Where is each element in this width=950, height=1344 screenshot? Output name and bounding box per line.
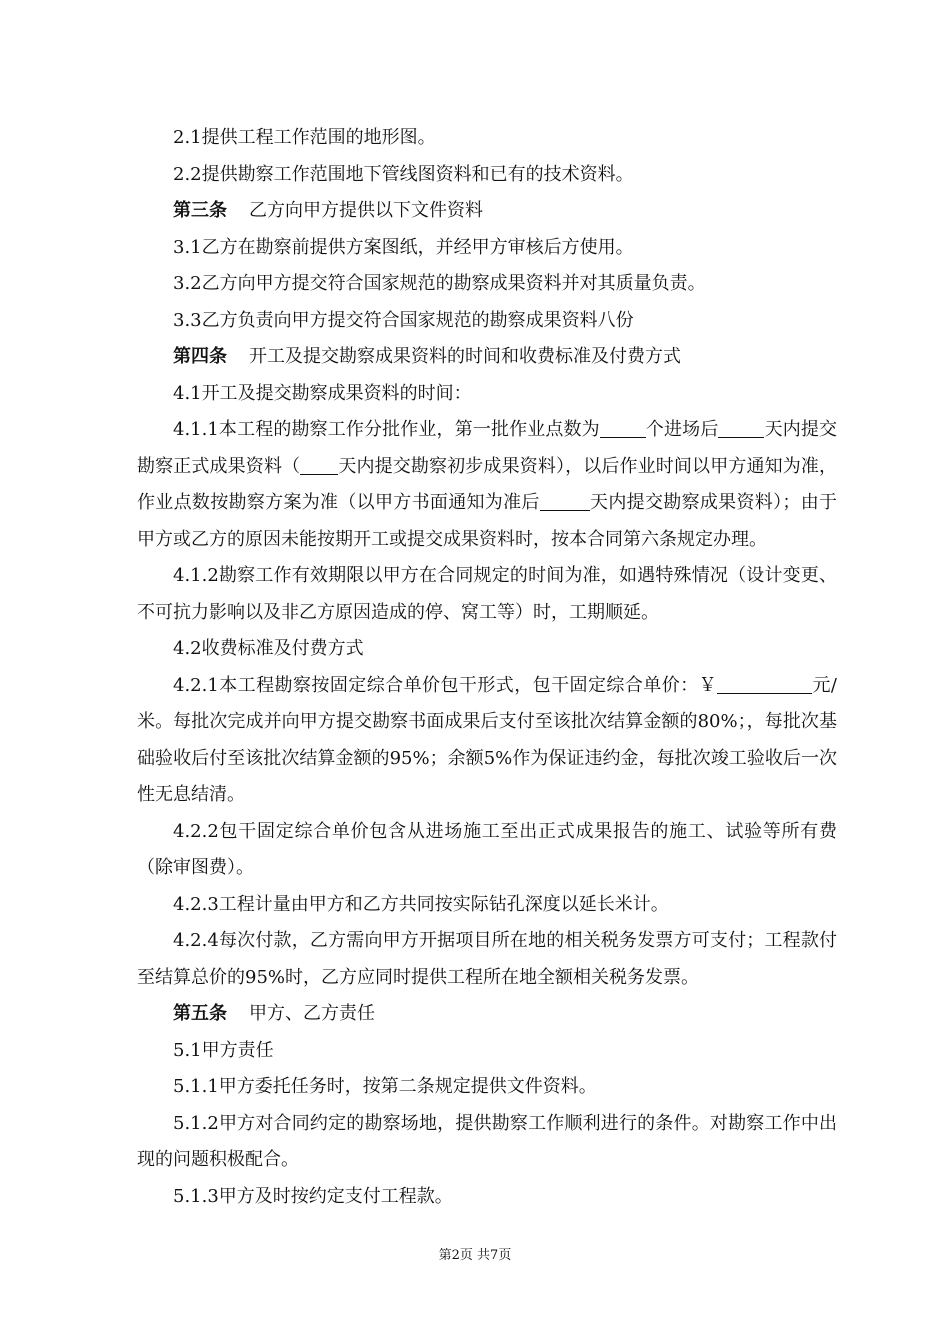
article-5-label: 第五条 [173, 1003, 227, 1024]
paragraph-5-1-1: 5.1.1甲方委托任务时，按第二条规定提供文件资料。 [173, 1076, 597, 1097]
article-3-title: 乙方向甲方提供以下文件资料 [249, 200, 483, 221]
article-4-heading [137, 339, 837, 376]
paragraph-4-1-1 [137, 412, 837, 558]
fill-blank-points[interactable] [600, 419, 646, 438]
fill-blank-days-formal[interactable] [718, 419, 764, 438]
paragraph-4-2-4: 4.2.4每次付款，乙方需向甲方开据项目所在地的相关税务发票方可支付；工程款付至结算总价的95%时，乙方应同时提供工程所在地全额相关税务发票。 [137, 930, 837, 988]
paragraph-4-2-3: 4.2.3工程计量由甲方和乙方共同按实际钻孔深度以延长米计。 [173, 893, 669, 915]
paragraph-4-1-2: 4.1.2勘察工作有效期限以甲方在合同规定的时间为准，如遇特殊情况（设计变更、不可抗力影响以及非乙方原因造成的停、窝工等）时，工期顺延。 [137, 565, 837, 623]
text-segment: 天内提交勘察成果资料）；由于甲方或乙方的原因未能按期开工或提交成果资料时，按本合同第六条规定办理。 [137, 492, 838, 550]
paragraph-3-1: 3.1乙方在勘察前提供方案图纸，并经甲方审核后方使用。 [173, 236, 634, 258]
article-3-heading [137, 193, 837, 230]
text-segment: 个进场后 [645, 419, 719, 440]
paragraph-4-2: 4.2收费标准及付费方式 [173, 638, 364, 659]
paragraph-4-1: 4.1开工及提交勘察成果资料的时间： [173, 382, 472, 404]
text-segment: 天内提交勘察正式成果资料（ [137, 419, 838, 477]
document-body [137, 120, 837, 1215]
paragraph-3-3: 3.3乙方负责向甲方提交符合国家规范的勘察成果资料八份 [173, 309, 634, 331]
article-4-label: 第四条 [173, 346, 227, 367]
paragraph-5-1: 5.1甲方责任 [173, 1039, 274, 1061]
paragraph-2-1: 2.1提供工程工作范围的地形图。 [173, 127, 436, 148]
paragraph-5-1-3: 5.1.3甲方及时按约定支付工程款。 [173, 1185, 453, 1207]
article-5-heading [137, 996, 837, 1033]
paragraph-2-2: 2.2提供勘察工作范围地下管线图资料和已有的技术资料。 [173, 163, 634, 185]
text-segment: 元/米。每批次完成并向甲方提交勘察书面成果后支付至该批次结算金额的80%；，每批次基础验收后付至该批次结算金额的95%；余额5%作为保证违约金，每批次竣工验收后一次性无息结清。 [137, 674, 837, 805]
paragraph-4-2-2: 4.2.2包干固定综合单价包含从进场施工至出正式成果报告的施工、试验等所有费（除审图费）。 [137, 820, 837, 878]
fill-blank-days-preliminary[interactable] [300, 456, 338, 475]
fill-blank-days-notice[interactable] [540, 492, 590, 511]
text-segment: 天内提交勘察初步成果资料），以后作业时间以甲方通知为准，作业点数按勘察方案为准（以甲方书面通知为准后 [137, 455, 837, 513]
article-4-title: 开工及提交勘察成果资料的时间和收费标准及付费方式 [249, 346, 681, 367]
text-segment: 4.2.1本工程勘察按固定综合单价包干形式，包干固定综合单价：￥ [173, 674, 718, 696]
article-5-title: 甲方、乙方责任 [249, 1003, 375, 1024]
page-footer: 第2页 共7页 [438, 1248, 512, 1263]
paragraph-3-2: 3.2乙方向甲方提交符合国家规范的勘察成果资料并对其质量负责。 [173, 273, 706, 294]
fill-blank-unit-price[interactable] [717, 675, 812, 694]
text-segment: 4.1.1本工程的勘察工作分批作业，第一批作业点数为 [173, 419, 600, 440]
article-3-label: 第三条 [173, 200, 227, 221]
paragraph-5-1-2: 5.1.2甲方对合同约定的勘察场地，提供勘察工作顺利进行的条件。对勘察工作中出现的问题积极配合。 [137, 1112, 837, 1170]
paragraph-4-2-1 [137, 668, 837, 814]
